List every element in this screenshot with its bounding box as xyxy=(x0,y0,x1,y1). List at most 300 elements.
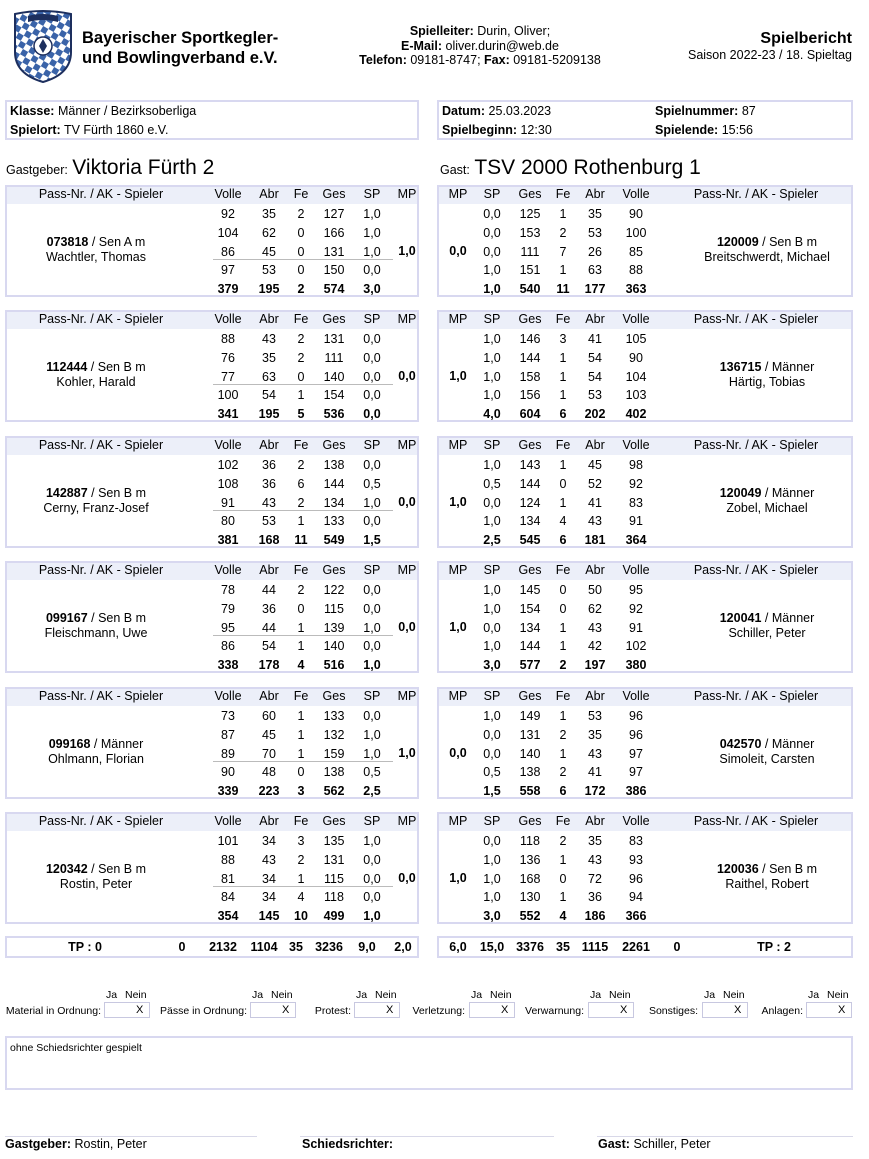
guest-score-cell: 144 xyxy=(519,477,541,491)
check-box[interactable] xyxy=(806,1002,852,1018)
class-info-box xyxy=(5,100,419,140)
guest-score-cell: 85 xyxy=(629,245,643,259)
home-score-cell: 132 xyxy=(323,728,345,742)
home-score-cell: 3 xyxy=(297,834,305,848)
guest-column-label: MP xyxy=(448,187,468,201)
guest-column-label: Fe xyxy=(555,814,571,828)
guest-score-cell: 1,0 xyxy=(483,890,501,904)
home-tp: TP : 0 xyxy=(68,940,102,954)
home-score-cell: 1 xyxy=(297,639,305,653)
home-total-ges: 3236 xyxy=(315,940,343,954)
guest-column-label: Abr xyxy=(585,689,605,703)
guest-total-cell: 3,0 xyxy=(483,658,501,672)
home-total-cell: 223 xyxy=(258,784,280,798)
guest-score-cell: 92 xyxy=(629,477,643,491)
home-score-cell: 44 xyxy=(262,583,276,597)
spielende-value: 15:56 xyxy=(721,123,753,137)
home-total-cell: 11 xyxy=(294,533,308,547)
guest-column-label: Fe xyxy=(555,689,571,703)
check-label: Pässe in Ordnung: xyxy=(160,1005,247,1017)
home-score-cell: 44 xyxy=(262,621,276,635)
home-player-info xyxy=(7,862,185,892)
home-score-cell: 1 xyxy=(297,872,305,886)
check-value: X xyxy=(282,1004,290,1016)
home-match-points: 0,0 xyxy=(398,871,416,885)
guest-total-cell: 197 xyxy=(584,658,606,672)
check-box[interactable] xyxy=(250,1002,296,1018)
guest-score-cell: 124 xyxy=(519,496,541,510)
home-score-cell: 118 xyxy=(324,890,344,904)
home-total-abr: 1104 xyxy=(250,940,278,954)
guest-score-cell: 1,0 xyxy=(483,853,501,867)
guest-team-name: TSV 2000 Rothenburg 1 xyxy=(474,156,701,179)
guest-column-label: Pass-Nr. / AK - Spieler xyxy=(693,814,819,828)
guest-pass-number: 120009 xyxy=(716,235,759,249)
guest-signature-label: Gast: xyxy=(598,1137,630,1151)
guest-score-cell: 130 xyxy=(519,890,541,904)
guest-column-label: SP xyxy=(483,814,501,828)
home-player-info xyxy=(7,486,185,516)
guest-score-cell: 53 xyxy=(588,226,602,240)
home-total-cell: 195 xyxy=(258,407,280,421)
home-total-cell: 178 xyxy=(258,658,280,672)
guest-team-line xyxy=(440,156,701,180)
home-signature-label: Gastgeber: xyxy=(5,1137,71,1151)
spielort-value: TV Fürth 1860 e.V. xyxy=(63,123,169,137)
home-score-cell: 101 xyxy=(217,834,239,848)
guest-player-block xyxy=(437,561,853,673)
home-total-cell: 1,5 xyxy=(363,533,381,547)
telefon-value: 09181-8747; xyxy=(410,53,481,67)
spielleiter-value: Durin, Oliver; xyxy=(477,24,551,38)
home-score-cell: 115 xyxy=(324,602,344,616)
check-box[interactable] xyxy=(354,1002,400,1018)
guest-score-cell: 0,5 xyxy=(483,765,501,779)
guest-total-cell: 177 xyxy=(584,282,606,296)
home-score-cell: 100 xyxy=(217,388,239,402)
guest-score-cell: 153 xyxy=(519,226,541,240)
guest-age-class: / Sen B m xyxy=(758,235,818,249)
guest-player-info xyxy=(679,862,855,892)
guest-pass-number: 120049 xyxy=(719,486,762,500)
guest-score-cell: 1 xyxy=(559,853,567,867)
home-age-class: / Sen B m xyxy=(87,360,146,374)
guest-total-cell: 545 xyxy=(519,533,541,547)
home-score-cell: 0,0 xyxy=(363,332,381,346)
nein-label: Nein xyxy=(723,989,745,1001)
home-total-cell: 168 xyxy=(258,533,280,547)
guest-score-cell: 146 xyxy=(519,332,541,346)
guest-score-cell: 2 xyxy=(559,728,567,742)
fax-value: 09181-5209138 xyxy=(513,53,601,67)
home-total-cell: 2 xyxy=(297,282,305,296)
referee-signature xyxy=(302,1137,393,1151)
guest-column-label: SP xyxy=(483,438,501,452)
guest-column-label: MP xyxy=(448,814,468,828)
guest-total-sp: 15,0 xyxy=(479,940,505,954)
guest-score-cell: 90 xyxy=(629,351,643,365)
guest-player-info xyxy=(679,235,855,265)
report-subtitle: Saison 2022-23 / 18. Spieltag xyxy=(687,48,852,62)
home-score-cell: 2 xyxy=(297,332,305,346)
home-score-cell: 35 xyxy=(262,207,276,221)
home-score-cell: 53 xyxy=(262,263,276,277)
home-column-label: MP xyxy=(397,438,417,452)
home-score-cell: 48 xyxy=(262,765,276,779)
row-divider xyxy=(213,635,393,636)
home-score-cell: 122 xyxy=(323,583,345,597)
guest-score-cell: 2 xyxy=(559,765,567,779)
home-score-cell: 139 xyxy=(323,621,345,635)
guest-column-label: Fe xyxy=(555,438,571,452)
nein-label: Nein xyxy=(827,989,849,1001)
guest-score-cell: 103 xyxy=(625,388,647,402)
guest-score-cell: 91 xyxy=(629,514,643,528)
home-score-cell: 1 xyxy=(297,728,305,742)
home-column-label: Abr xyxy=(259,563,279,577)
home-score-cell: 4 xyxy=(297,890,305,904)
nein-label: Nein xyxy=(609,989,631,1001)
home-score-cell: 1 xyxy=(297,709,305,723)
ja-label: Ja xyxy=(590,989,602,1001)
guest-player-block xyxy=(437,185,853,297)
guest-column-label: Ges xyxy=(518,814,542,828)
guest-column-label: SP xyxy=(483,563,501,577)
home-total-cell: 5 xyxy=(297,407,305,421)
guest-total-cell: 1,0 xyxy=(483,282,501,296)
home-team-name: Viktoria Fürth 2 xyxy=(72,156,215,179)
home-score-cell: 0,0 xyxy=(363,853,381,867)
home-player-info xyxy=(7,611,185,641)
home-score-cell: 45 xyxy=(262,728,276,742)
guest-score-cell: 91 xyxy=(629,621,643,635)
guest-score-cell: 105 xyxy=(625,332,647,346)
home-score-cell: 97 xyxy=(221,263,235,277)
telefon-label: Telefon: xyxy=(359,53,407,67)
home-score-cell: 1,0 xyxy=(363,226,381,240)
guest-score-cell: 1,0 xyxy=(483,370,501,384)
guest-total-cell: 3,0 xyxy=(483,909,501,923)
guest-total-cell: 577 xyxy=(519,658,541,672)
home-score-cell: 86 xyxy=(221,245,235,259)
nein-label: Nein xyxy=(125,989,147,1001)
guest-total-cell: 181 xyxy=(584,533,606,547)
guest-player-name: Schiller, Peter xyxy=(728,626,806,640)
home-score-cell: 1,0 xyxy=(363,747,381,761)
home-score-cell: 88 xyxy=(221,853,235,867)
home-column-label: MP xyxy=(397,187,417,201)
spielbeginn-value: 12:30 xyxy=(520,123,552,137)
guest-player-name: Zobel, Michael xyxy=(726,501,808,515)
guest-score-cell: 1,0 xyxy=(483,351,501,365)
home-match-points: 0,0 xyxy=(398,620,416,634)
check-box[interactable] xyxy=(469,1002,515,1018)
check-value: X xyxy=(620,1004,628,1016)
guest-score-cell: 1 xyxy=(559,351,567,365)
home-column-label: Pass-Nr. / AK - Spieler xyxy=(38,187,164,201)
guest-total-cell: 6 xyxy=(559,784,567,798)
guest-score-cell: 151 xyxy=(519,263,541,277)
guest-pass-number: 120036 xyxy=(716,862,759,876)
check-box[interactable] xyxy=(588,1002,634,1018)
guest-score-cell: 35 xyxy=(588,728,602,742)
home-total-cell: 1,0 xyxy=(363,909,381,923)
home-score-cell: 36 xyxy=(262,602,276,616)
home-zero: 0 xyxy=(178,940,186,954)
home-score-cell: 63 xyxy=(262,370,276,384)
email-value[interactable]: oliver.durin@web.de xyxy=(445,38,559,53)
guest-score-cell: 35 xyxy=(588,834,602,848)
check-label: Verwarnung: xyxy=(525,1005,584,1017)
guest-total-cell: 364 xyxy=(625,533,647,547)
email-label: E-Mail: xyxy=(401,38,443,53)
check-box[interactable] xyxy=(702,1002,748,1018)
guest-score-cell: 2 xyxy=(559,226,567,240)
guest-column-label: SP xyxy=(483,689,501,703)
guest-score-cell: 125 xyxy=(519,207,541,221)
home-score-cell: 140 xyxy=(323,639,345,653)
home-score-cell: 1,0 xyxy=(363,621,381,635)
home-total-cell: 549 xyxy=(323,533,345,547)
ja-label: Ja xyxy=(252,989,264,1001)
guest-score-cell: 1,0 xyxy=(483,263,501,277)
home-score-cell: 138 xyxy=(323,765,345,779)
guest-column-label: Pass-Nr. / AK - Spieler xyxy=(693,438,819,452)
guest-column-label: Fe xyxy=(555,187,571,201)
home-score-cell: 0,0 xyxy=(363,370,381,384)
home-score-cell: 0,0 xyxy=(363,388,381,402)
nein-label: Nein xyxy=(490,989,512,1001)
guest-score-cell: 2 xyxy=(559,834,567,848)
row-divider xyxy=(213,259,393,260)
home-signature-value: Rostin, Peter xyxy=(74,1137,147,1151)
guest-score-cell: 154 xyxy=(519,602,541,616)
guest-score-cell: 134 xyxy=(519,514,541,528)
guest-column-label: MP xyxy=(448,438,468,452)
home-column-label: MP xyxy=(397,312,417,326)
guest-match-points: 1,0 xyxy=(449,495,467,509)
guest-total-ges: 3376 xyxy=(516,940,544,954)
home-score-cell: 35 xyxy=(262,351,276,365)
guest-score-cell: 93 xyxy=(629,853,643,867)
home-total-mp: 2,0 xyxy=(394,940,412,954)
guest-column-label: Pass-Nr. / AK - Spieler xyxy=(693,187,819,201)
home-pass-number: 142887 xyxy=(45,486,88,500)
home-score-cell: 1,0 xyxy=(363,834,381,848)
guest-pass-number: 136715 xyxy=(719,360,762,374)
home-score-cell: 0 xyxy=(297,245,305,259)
home-player-name: Cerny, Franz-Josef xyxy=(43,501,149,515)
guest-total-cell: 386 xyxy=(625,784,647,798)
home-score-cell: 36 xyxy=(262,477,276,491)
home-column-label: Fe xyxy=(293,312,309,326)
home-score-cell: 115 xyxy=(324,872,344,886)
home-pass-number: 120342 xyxy=(45,862,88,876)
guest-score-cell: 1 xyxy=(559,890,567,904)
home-score-cell: 87 xyxy=(221,728,235,742)
guest-score-cell: 7 xyxy=(559,245,567,259)
home-total-cell: 574 xyxy=(323,282,345,296)
guest-score-cell: 97 xyxy=(629,747,643,761)
guest-total-cell: 11 xyxy=(556,282,570,296)
home-score-cell: 34 xyxy=(262,872,276,886)
contact-info xyxy=(330,24,630,68)
home-column-label: Abr xyxy=(259,438,279,452)
guest-score-cell: 0 xyxy=(559,872,567,886)
home-score-cell: 0,0 xyxy=(363,639,381,653)
guest-score-cell: 1 xyxy=(559,388,567,402)
check-box[interactable] xyxy=(104,1002,150,1018)
remarks-box[interactable] xyxy=(5,1036,853,1090)
check-value: X xyxy=(386,1004,394,1016)
ja-label: Ja xyxy=(106,989,118,1001)
home-column-label: SP xyxy=(363,312,381,326)
check-label: Verletzung: xyxy=(412,1005,465,1017)
guest-total-cell: 202 xyxy=(584,407,606,421)
home-column-label: Fe xyxy=(293,438,309,452)
guest-score-cell: 3 xyxy=(559,332,567,346)
guest-total-cell: 366 xyxy=(625,909,647,923)
home-total-cell: 338 xyxy=(217,658,239,672)
guest-total-volle: 2261 xyxy=(622,940,650,954)
home-match-points: 0,0 xyxy=(398,369,416,383)
guest-match-points: 1,0 xyxy=(449,369,467,383)
guest-column-label: Ges xyxy=(518,563,542,577)
guest-score-cell: 136 xyxy=(519,853,541,867)
home-score-cell: 80 xyxy=(221,514,235,528)
guest-score-cell: 0,0 xyxy=(483,728,501,742)
nein-label: Nein xyxy=(271,989,293,1001)
spielende-label: Spielende: xyxy=(655,123,719,137)
home-column-label: Fe xyxy=(293,563,309,577)
home-score-cell: 108 xyxy=(217,477,239,491)
guest-score-cell: 92 xyxy=(629,602,643,616)
ja-label: Ja xyxy=(356,989,368,1001)
guest-column-label: Abr xyxy=(585,438,605,452)
home-total-cell: 10 xyxy=(294,909,308,923)
check-label: Anlagen: xyxy=(761,1005,803,1017)
spielnummer-label: Spielnummer: xyxy=(655,104,739,118)
home-player-block xyxy=(5,310,419,422)
home-column-label: SP xyxy=(363,689,381,703)
guest-column-label: Volle xyxy=(622,187,650,201)
home-player-info xyxy=(7,235,185,265)
guest-total-cell: 172 xyxy=(584,784,606,798)
home-score-cell: 0,5 xyxy=(363,477,381,491)
guest-total-cell: 552 xyxy=(519,909,541,923)
home-total-cell: 2,5 xyxy=(363,784,381,798)
guest-score-cell: 83 xyxy=(629,496,643,510)
home-match-points: 1,0 xyxy=(398,746,416,760)
guest-score-cell: 0,5 xyxy=(483,477,501,491)
home-score-cell: 133 xyxy=(323,514,345,528)
home-column-label: MP xyxy=(397,689,417,703)
guest-score-cell: 0,0 xyxy=(483,834,501,848)
guest-score-cell: 134 xyxy=(519,621,541,635)
spielort-label: Spielort: xyxy=(10,123,61,137)
guest-column-label: Ges xyxy=(518,689,542,703)
guest-column-label: Volle xyxy=(622,814,650,828)
home-column-label: SP xyxy=(363,563,381,577)
guest-column-label: MP xyxy=(448,312,468,326)
guest-score-cell: 1,0 xyxy=(483,388,501,402)
guest-score-cell: 1 xyxy=(559,370,567,384)
guest-age-class: / Männer xyxy=(761,737,815,751)
check-label: Material in Ordnung: xyxy=(5,1005,101,1017)
guest-score-cell: 1 xyxy=(559,207,567,221)
guest-column-label: SP xyxy=(483,187,501,201)
guest-score-cell: 1 xyxy=(559,639,567,653)
datum-value: 25.03.2023 xyxy=(488,104,552,118)
home-total-cell: 339 xyxy=(217,784,239,798)
guest-score-cell: 0,0 xyxy=(483,226,501,240)
home-score-cell: 70 xyxy=(262,747,276,761)
home-score-cell: 89 xyxy=(221,747,235,761)
home-total-cell: 3 xyxy=(297,784,305,798)
spielbeginn-label: Spielbeginn: xyxy=(442,123,517,137)
home-score-cell: 135 xyxy=(323,834,345,848)
org-line-2: und Bowlingverband e.V. xyxy=(82,49,278,67)
klasse-value: Männer / Bezirksoberliga xyxy=(57,104,197,118)
home-score-cell: 54 xyxy=(262,388,276,402)
home-player-name: Rostin, Peter xyxy=(59,877,133,891)
guest-total-cell: 363 xyxy=(625,282,647,296)
home-score-cell: 0 xyxy=(297,263,305,277)
association-logo xyxy=(12,8,74,84)
home-player-info xyxy=(7,737,185,767)
guest-score-cell: 1,0 xyxy=(483,583,501,597)
home-column-label: Volle xyxy=(214,312,242,326)
home-score-cell: 0,0 xyxy=(363,351,381,365)
guest-score-cell: 111 xyxy=(520,245,540,259)
guest-column-label: Abr xyxy=(585,563,605,577)
guest-player-block xyxy=(437,687,853,799)
home-pass-number: 099168 xyxy=(48,737,91,751)
guest-totals xyxy=(437,936,853,958)
guest-score-cell: 96 xyxy=(629,872,643,886)
klasse-label: Klasse: xyxy=(10,104,55,118)
home-total-cell: 562 xyxy=(323,784,345,798)
home-player-name: Fleischmann, Uwe xyxy=(44,626,148,640)
guest-column-label: Abr xyxy=(585,187,605,201)
home-score-cell: 131 xyxy=(323,245,345,259)
guest-score-cell: 88 xyxy=(629,263,643,277)
guest-column-label: Volle xyxy=(622,438,650,452)
guest-total-fe: 35 xyxy=(556,940,570,954)
home-player-name: Kohler, Harald xyxy=(56,375,136,389)
home-match-points: 0,0 xyxy=(398,495,416,509)
guest-column-label: Volle xyxy=(622,563,650,577)
guest-score-cell: 35 xyxy=(588,207,602,221)
home-score-cell: 159 xyxy=(323,747,345,761)
guest-score-cell: 144 xyxy=(519,639,541,653)
guest-score-cell: 52 xyxy=(588,477,602,491)
home-player-block xyxy=(5,561,419,673)
guest-score-cell: 140 xyxy=(519,747,541,761)
guest-column-label: Fe xyxy=(555,312,571,326)
guest-column-label: Ges xyxy=(518,312,542,326)
home-score-cell: 0 xyxy=(297,765,305,779)
guest-score-cell: 1,0 xyxy=(483,639,501,653)
home-score-cell: 2 xyxy=(297,496,305,510)
home-score-cell: 0,0 xyxy=(363,263,381,277)
home-score-cell: 2 xyxy=(297,351,305,365)
guest-match-points: 1,0 xyxy=(449,620,467,634)
home-column-label: Fe xyxy=(293,187,309,201)
guest-total-cell: 2 xyxy=(559,658,567,672)
home-total-cell: 536 xyxy=(323,407,345,421)
guest-player-info xyxy=(679,737,855,767)
